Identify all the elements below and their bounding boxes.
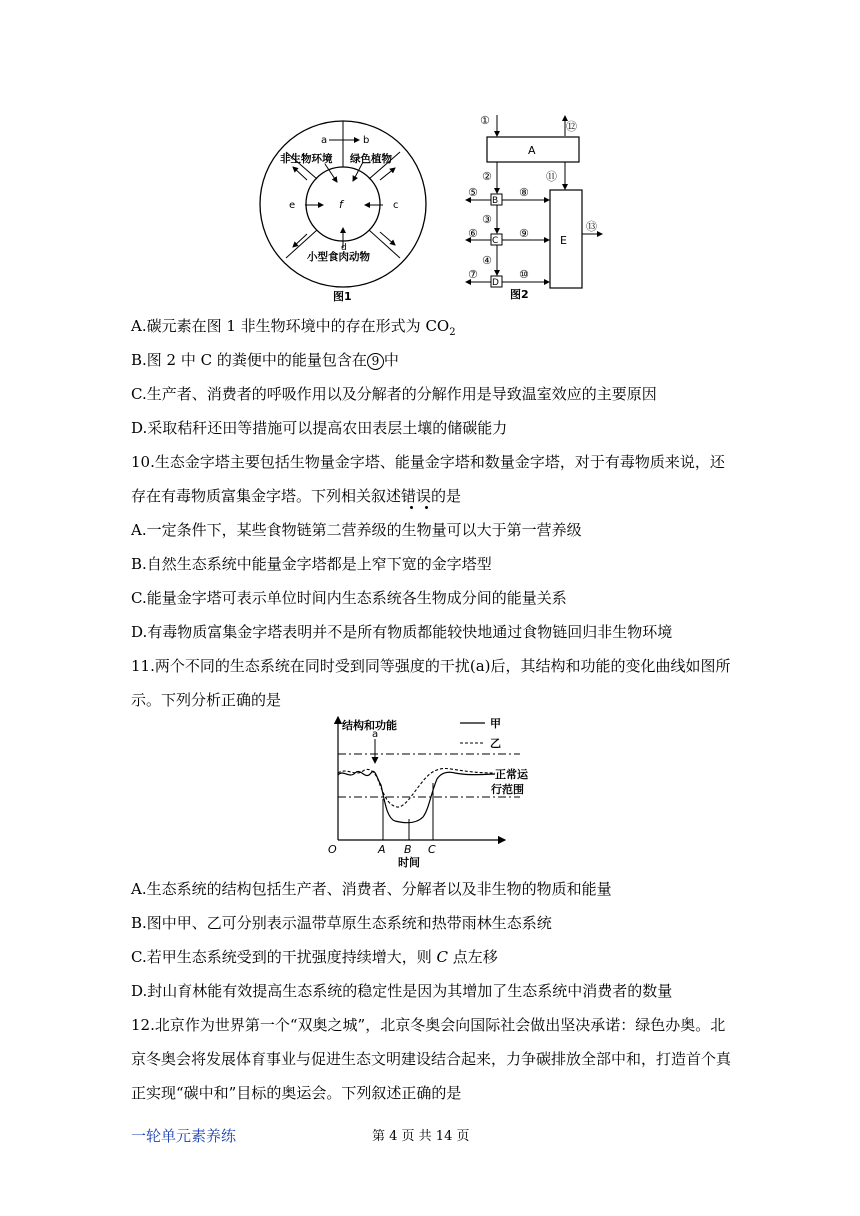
label-green-plants: 绿色植物 — [350, 153, 392, 165]
q9-option-a-text: A.碳元素在图 1 非生物环境中的存在形式为 CO — [131, 317, 450, 335]
q11-option-c — [131, 947, 498, 967]
label-small-carnivores: 小型食肉动物 — [307, 251, 370, 263]
figure-2-energy-flow-diagram — [462, 110, 612, 305]
footer-page-number: 第 4 页 共 14 页 — [372, 1129, 470, 1144]
circled-number-value: 9 — [371, 353, 380, 368]
figure-2-caption: 图2 — [510, 288, 529, 301]
box-a-label: A — [528, 144, 536, 157]
legend-jia: 甲 — [490, 717, 501, 730]
arrow-label-b: b — [363, 135, 370, 146]
q9-option-a-subscript: 2 — [449, 327, 456, 338]
arrow-label-d: d — [341, 243, 347, 253]
flow-label-4: ④ — [482, 254, 492, 267]
disturbance-marker-a: a — [372, 729, 379, 740]
circled-number — [367, 353, 384, 370]
q12-stem-line-1: 12.北京作为世界第一个“双奥之城”，北京冬奥会向国际社会做出坚决承诺：绿色办奥。北 — [131, 1016, 726, 1034]
figure-1-cycle-diagram — [255, 112, 440, 307]
flow-label-8: ⑧ — [519, 186, 529, 199]
q9-option-d: D.采取秸秆还田等措施可以提高农田表层土壤的储碳能力 — [131, 419, 508, 437]
box-d-label: D — [492, 278, 499, 288]
emphasis-dot — [410, 506, 413, 509]
legend-yi: 乙 — [490, 737, 501, 750]
flow-label-9: ⑨ — [519, 227, 529, 240]
flow-label-10: ⑩ — [519, 268, 529, 281]
q10-stem-line-1: 10.生态金字塔主要包括生物量金字塔、能量金字塔和数量金字塔，对于有毒物质来说，还 — [131, 453, 725, 471]
label-nonliving-environment: 非生物环境 — [280, 153, 333, 165]
origin-label: O — [328, 843, 337, 856]
q12-stem-line-2: 京冬奥会将发展体育事业与促进生态文明建设结合起来，力争碳排放全部中和，打造首个真 — [131, 1050, 732, 1068]
tick-label-b: B — [404, 843, 412, 856]
q11-option-c-tail: 点左移 — [447, 948, 498, 966]
q10-option-b: B.自然生态系统中能量金字塔都是上窄下宽的金字塔型 — [131, 555, 492, 573]
q11-option-a: A.生态系统的结构包括生产者、消费者、分解者以及非生物的物质和能量 — [131, 880, 612, 898]
box-b-label: B — [492, 196, 499, 206]
arrow-label-c: c — [393, 200, 399, 211]
flow-label-3: ③ — [482, 213, 492, 226]
q11-stem-line-2: 示。下列分析正确的是 — [131, 691, 282, 709]
emphasis-dot — [425, 506, 428, 509]
flow-label-13: ⑬ — [586, 220, 597, 233]
normal-range-label-line-1: 正常运 — [495, 768, 528, 781]
figure-1-caption: 图1 — [333, 290, 352, 303]
q11-option-d: D.封山育林能有效提高生态系统的稳定性是因为其增加了生态系统中消费者的数量 — [131, 982, 673, 1000]
box-e-label: E — [560, 234, 567, 247]
tick-label-c: C — [428, 843, 436, 856]
q9-option-b — [131, 350, 399, 370]
q9-option-b-text: B.图 2 中 C 的粪便中的能量包含在 — [131, 351, 367, 369]
flow-label-12: ⑫ — [566, 120, 577, 133]
box-c-label: C — [492, 236, 499, 246]
q11-option-c-italic: C — [436, 948, 448, 966]
flow-label-1: ① — [480, 114, 490, 127]
arrow-label-e: e — [289, 200, 296, 211]
footer-series-title: 一轮单元素养练 — [131, 1127, 237, 1145]
normal-range-label-line-2: 行范围 — [491, 783, 524, 796]
arrow-label-a: a — [321, 135, 328, 146]
q10-option-c: C.能量金字塔可表示单位时间内生态系统各生物成分间的能量关系 — [131, 589, 567, 607]
q12-stem-line-3: 正实现“碳中和”目标的奥运会。下列叙述正确的是 — [131, 1084, 462, 1102]
q9-option-c: C.生产者、消费者的呼吸作用以及分解者的分解作用是导致温室效应的主要原因 — [131, 385, 657, 403]
graph-x-axis-label: 时间 — [398, 856, 420, 869]
q10-option-a: A.一定条件下，某些食物链第二营养级的生物量可以大于第一营养级 — [131, 521, 582, 539]
flow-label-11: ⑪ — [546, 170, 557, 183]
q11-stem-line-1: 11.两个不同的生态系统在同时受到同等强度的干扰(a)后，其结构和功能的变化曲线如图所 — [131, 657, 731, 675]
q11-stability-graph — [325, 713, 540, 871]
q9-option-b-tail: 中 — [383, 351, 399, 369]
tick-label-a: A — [378, 843, 386, 856]
center-label-f: f — [339, 198, 343, 211]
flow-label-2: ② — [482, 170, 492, 183]
q9-option-a — [131, 316, 456, 343]
flow-label-7: ⑦ — [468, 268, 478, 281]
flow-label-5: ⑤ — [468, 186, 478, 199]
flow-label-6: ⑥ — [468, 227, 478, 240]
q10-stem-line-2: 存在有毒物质富集金字塔。下列相关叙述错误的是 — [131, 487, 462, 505]
q11-option-c-text: C.若甲生态系统受到的干扰强度持续增大，则 — [131, 948, 437, 966]
q10-option-d: D.有毒物质富集金字塔表明并不是所有物质都能较快地通过食物链回归非生物环境 — [131, 623, 673, 641]
q11-option-b: B.图中甲、乙可分别表示温带草原生态系统和热带雨林生态系统 — [131, 914, 552, 932]
graph-y-axis-label: 结构和功能 — [342, 719, 397, 732]
